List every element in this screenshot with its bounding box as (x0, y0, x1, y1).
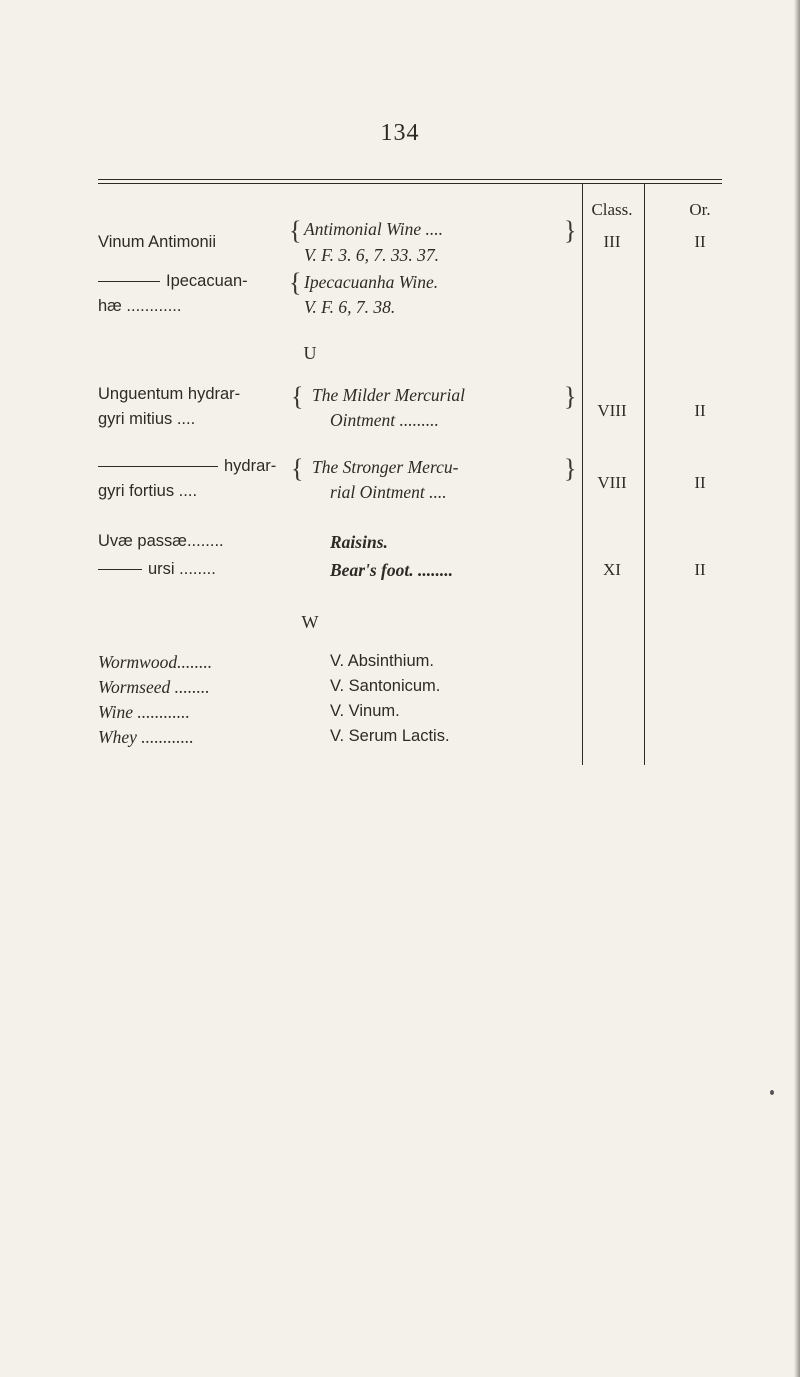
latin-name-cont: hæ ............ (98, 297, 182, 315)
latin-name: Uvæ passæ........ (98, 532, 224, 550)
english-name: Antimonial Wine .... (304, 219, 444, 239)
top-rule (98, 179, 722, 180)
english-name: Wormseed ........ (98, 677, 210, 697)
latin-name: ursi ........ (98, 560, 216, 579)
english-name: Bear's foot. ........ (330, 560, 453, 580)
page-number: 134 (380, 120, 420, 146)
english-name: Wormwood........ (98, 652, 213, 672)
class-column-header: Class. (591, 200, 633, 219)
brace-left: { (289, 216, 302, 245)
latin-name: V. Vinum. (330, 702, 400, 720)
section-letter-w: W (301, 612, 319, 632)
order-column-header: Or. (689, 200, 711, 219)
class-value: VIII (597, 473, 627, 492)
latin-name: Vinum Antimonii (98, 233, 217, 251)
class-value: VIII (597, 401, 627, 420)
ditto-dash (98, 281, 160, 282)
column-divider-order (644, 183, 645, 765)
column-divider-class (582, 183, 583, 765)
section-letter-u: U (303, 343, 317, 363)
brace-right: } (564, 216, 577, 245)
order-value: II (694, 232, 706, 251)
english-name-cont: rial Ointment .... (330, 482, 447, 502)
english-name: Raisins. (330, 532, 388, 552)
brace-right: } (564, 382, 577, 411)
latin-name: V. Absinthium. (330, 652, 434, 670)
class-value: III (603, 232, 621, 251)
english-name: Wine ............ (98, 702, 190, 722)
ditto-dash (98, 569, 142, 570)
top-rule-inner (98, 183, 722, 184)
reference: V. F. 6, 7. 38. (304, 297, 396, 317)
latin-name: V. Santonicum. (330, 677, 441, 695)
english-name: Whey ............ (98, 727, 194, 747)
latin-name-cont: gyri fortius .... (98, 482, 198, 500)
latin-name-cont: gyri mitius .... (98, 410, 196, 428)
latin-name: hydrar- (98, 457, 276, 476)
order-value: II (694, 401, 706, 420)
ditto-dash (98, 466, 218, 467)
ink-spot (770, 1090, 774, 1095)
english-name-cont: Ointment ......... (330, 410, 439, 430)
brace-left: { (289, 268, 302, 297)
brace-right: } (564, 454, 577, 483)
page-edge-shadow (794, 0, 800, 1377)
order-value: II (694, 560, 706, 579)
latin-name: V. Serum Lactis. (330, 727, 450, 745)
brace-left: { (291, 382, 304, 411)
english-name: The Stronger Mercu- (312, 457, 459, 477)
reference: V. F. 3. 6, 7. 33. 37. (304, 245, 439, 265)
latin-name: Unguentum hydrar- (98, 385, 241, 403)
order-value: II (694, 473, 706, 492)
english-name: The Milder Mercurial (312, 385, 465, 405)
class-value: XI (603, 560, 621, 579)
latin-name: Ipecacuan- (98, 272, 248, 291)
brace-left: { (291, 454, 304, 483)
english-name: Ipecacuanha Wine. (304, 272, 439, 292)
